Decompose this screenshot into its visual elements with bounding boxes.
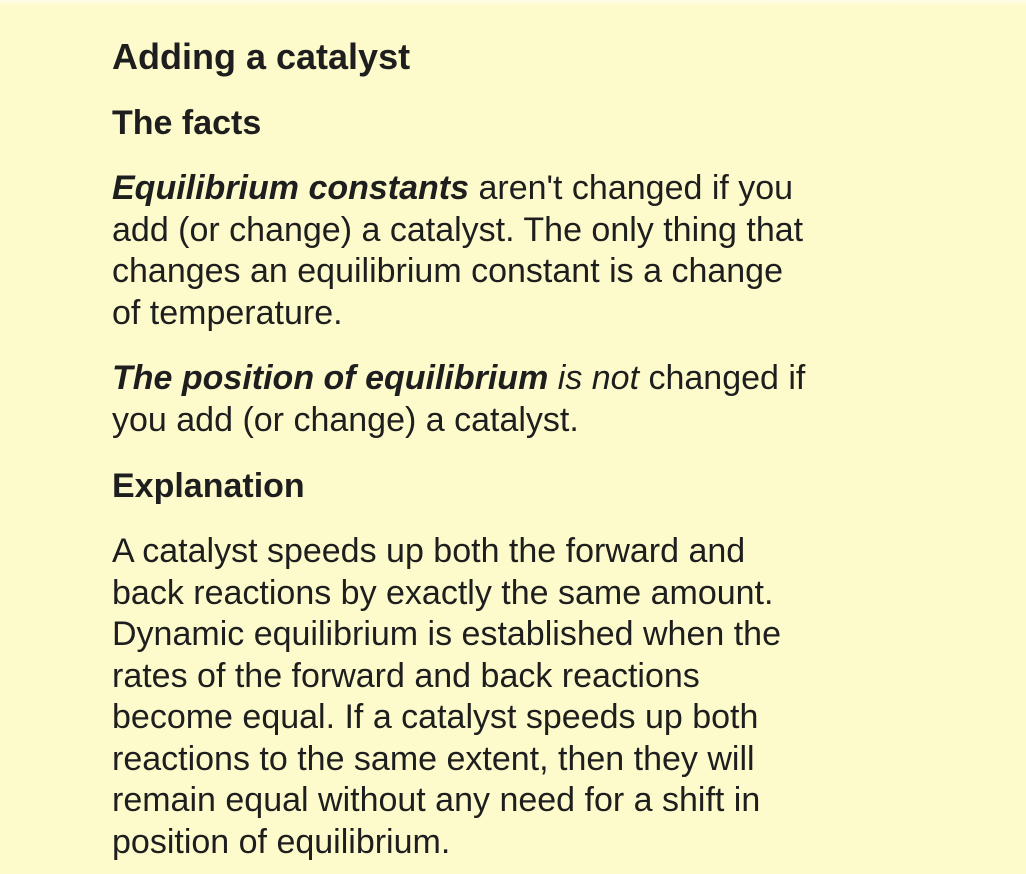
paragraph-text: changed if you add (or change) a catalyst.	[112, 359, 806, 439]
paragraph-explanation: A catalyst speeds up both the forward and back reactions by exactly the same amount. Dynamic equilibrium is established when the rates of the forward and back reactions become equal. If a catalyst speeds up both reactions to the same extent, then they will remain equal without any need for a shift in position of equilibrium.	[112, 532, 781, 861]
bold-italic-lead-equilibrium-constants: Equilibrium constants	[112, 169, 470, 207]
text-block	[112, 36, 818, 863]
section-heading-explanation: Explanation	[112, 467, 305, 505]
paragraph-equilibrium-constants	[112, 168, 818, 334]
paragraph-text: aren't changed if you add (or change) a catalyst. The only thing that changes an equilibrium constant is a change of temperature.	[112, 169, 804, 332]
paragraph-position-of-equilibrium	[112, 358, 818, 441]
page-title: Adding a catalyst	[112, 36, 411, 77]
italic-is-not: is not	[548, 359, 640, 397]
bold-italic-lead-position-of-equilibrium: The position of equilibrium	[112, 359, 549, 397]
section-heading-the-facts: The facts	[112, 104, 262, 142]
